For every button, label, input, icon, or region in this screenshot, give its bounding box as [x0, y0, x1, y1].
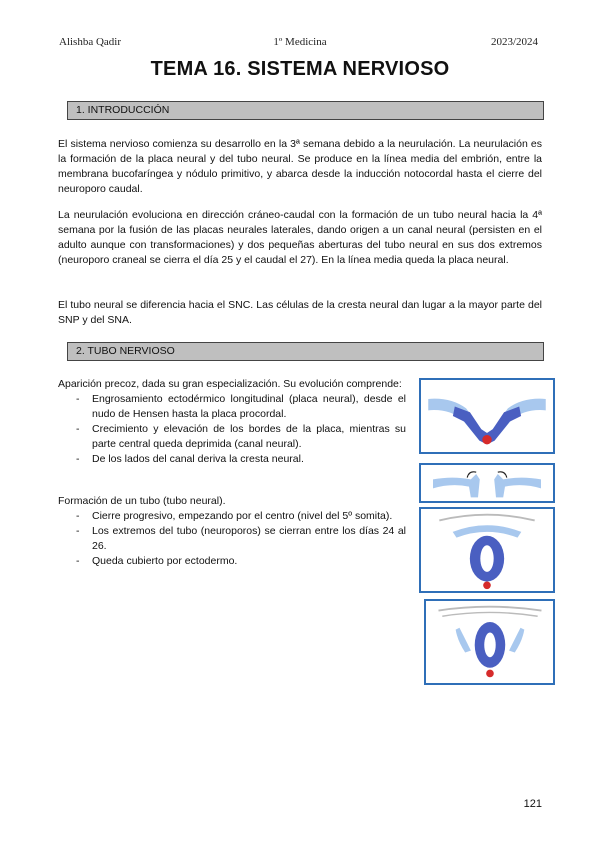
notochord-icon	[483, 581, 491, 589]
intro-paragraph-2: La neurulación evoluciona en dirección cráneo-caudal con la formación de un tubo neural hacia la 4ª semana por la fusión de las placas neurales laterales, dando origen a un canal neural (persisten en el adulto aunque con transformaciones) y dos pequeñas aberturas del tubo neural en sus dos extremos (neuroporo craneal se cierra el día 25 y el caudal el 27). En la línea media queda la placa neural.	[58, 209, 542, 266]
list-item: - Engrosamiento ectodérmico longitudinal (placa neural), desde el nudo de Hensen hasta la placa procordal.	[58, 392, 406, 422]
neural-folds-diagram	[419, 463, 555, 503]
section-heading-introduccion: 1. INTRODUCCIÓN	[67, 101, 544, 120]
list-item: - Crecimiento y elevación de los bordes de la placa, mientras su parte central queda deprimida (canal neural).	[58, 422, 406, 452]
list-item: - Cierre progresivo, empezando por el centro (nivel del 5º somita).	[58, 509, 406, 524]
neural-fold-left	[433, 474, 480, 497]
tubo-formation-block	[58, 494, 406, 569]
page-number: 121	[523, 798, 542, 810]
neural-tube-forming-diagram	[419, 507, 555, 593]
tubo-evolution-block	[58, 377, 406, 467]
intro-paragraph-3: El tubo neural se diferencia hacia el SNC. Las células de la cresta neural dan lugar a la mayor parte del SNP y del SNA.	[58, 299, 542, 326]
neural-canal	[484, 632, 495, 657]
neural-crest-left	[456, 628, 471, 653]
header-author: Alishba Qadir	[59, 36, 122, 48]
neural-tube-closed-diagram	[424, 599, 555, 685]
intro-paragraph-1: El sistema nervioso comienza su desarrollo en la 3ª semana debido a la neurulación. La neurulación es la formación de la placa neural y del tubo neural. Se produce en la línea media del embrión, entre la membrana bucofaríngea y nódulo primitivo, y abarca desde la inducción notocordal hasta el cierre del neuroporo caudal.	[58, 138, 542, 195]
neural-plate-diagram	[419, 378, 555, 454]
notochord-icon	[486, 670, 494, 678]
section-heading-tubo-nervioso: 2. TUBO NERVIOSO	[67, 342, 544, 361]
page-title: TEMA 16. SISTEMA NERVIOSO	[150, 58, 450, 80]
neural-folds-svg	[421, 465, 553, 501]
neural-canal	[480, 545, 493, 572]
surface-ectoderm	[438, 607, 541, 611]
neural-crest-right	[509, 628, 524, 653]
neural-tube-forming-svg	[421, 509, 553, 591]
header-year: 2023/2024	[490, 36, 538, 48]
header-course: 1º Medicina	[273, 36, 327, 48]
neural-tube-closed-svg	[426, 601, 553, 683]
surface-ectoderm-inner	[442, 612, 537, 616]
tubo-lead-1: Aparición precoz, dada su gran especialización. Su evolución comprende:	[58, 378, 402, 390]
tubo-list-2	[58, 509, 406, 569]
notochord-icon	[482, 435, 491, 444]
surface-ectoderm	[439, 515, 534, 521]
neural-fold-right	[494, 474, 541, 497]
list-item: - Los extremos del tubo (neuroporos) se cierran entre los días 24 al 26.	[58, 524, 406, 554]
list-item: - De los lados del canal deriva la cresta neural.	[58, 452, 406, 467]
neural-plate-svg	[421, 380, 553, 452]
tubo-list-1	[58, 392, 406, 467]
list-item: - Queda cubierto por ectodermo.	[58, 554, 406, 569]
tubo-lead-2: Formación de un tubo (tubo neural).	[58, 495, 226, 507]
